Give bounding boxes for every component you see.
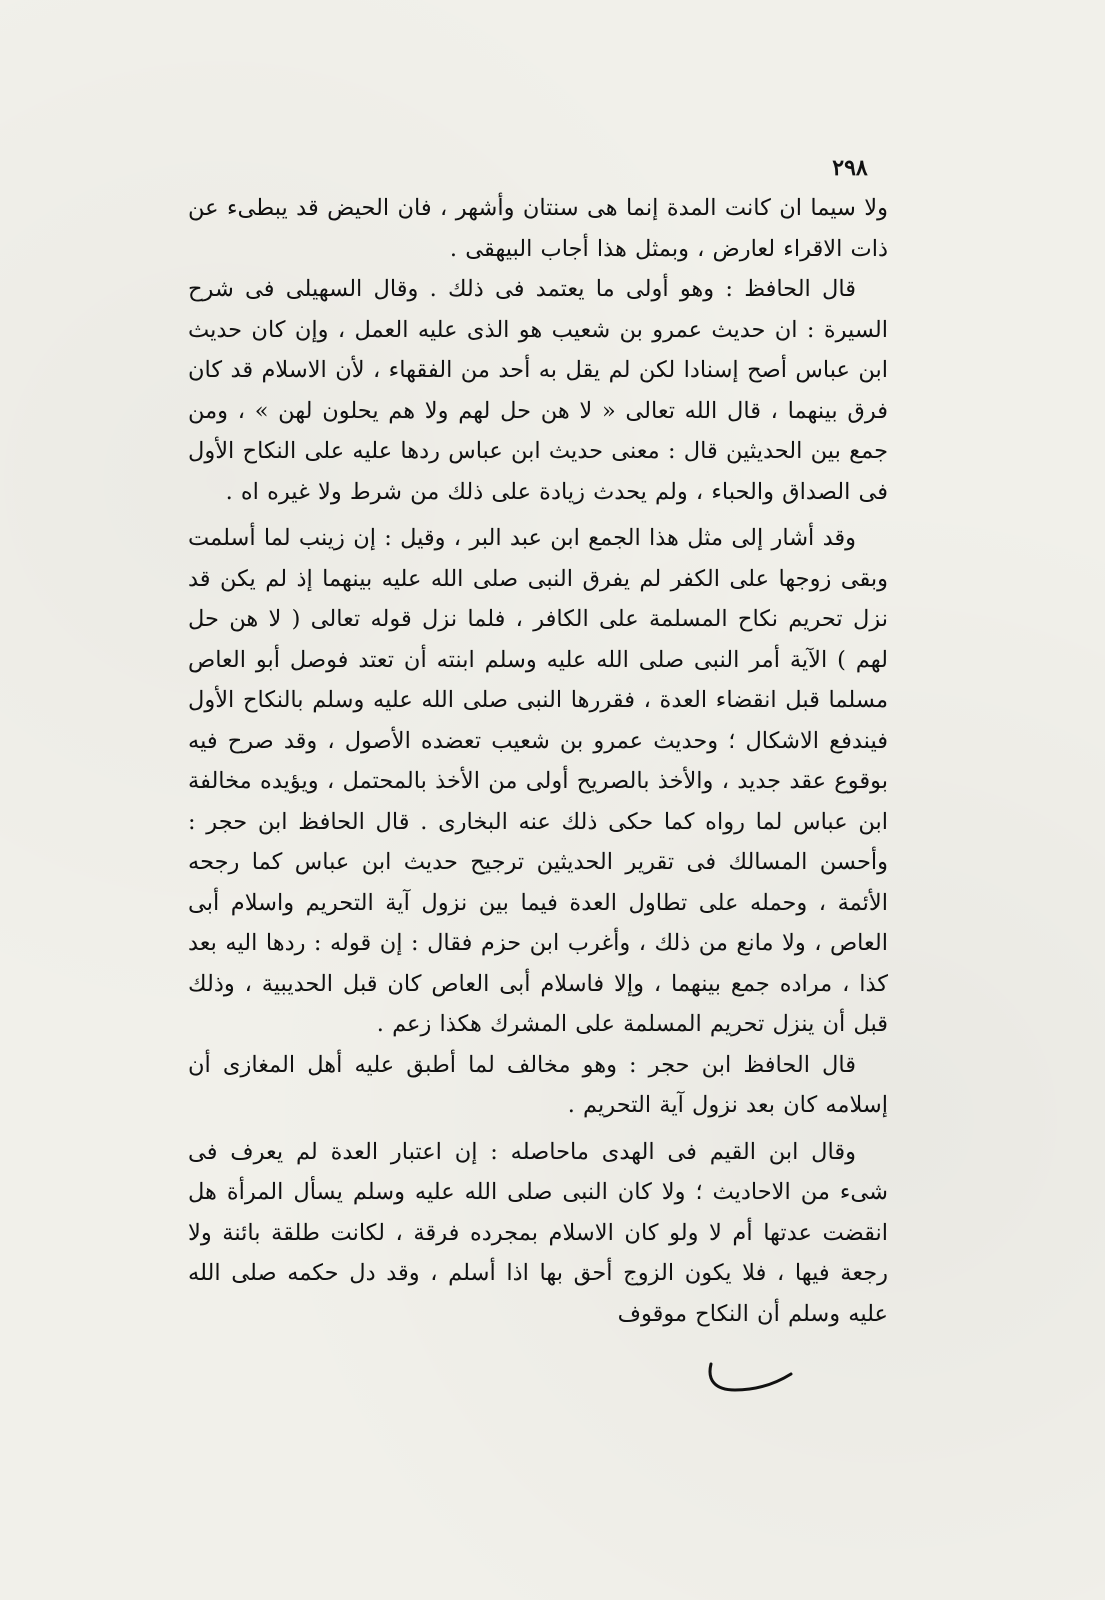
paragraph-3: وقد أشار إلى مثل هذا الجمع ابن عبد البر ، وقيل : إن زينب لما أسلمت وبقى زوجها على الكفر لم يفرق النبى صلى الله عليه بينهما إذ لم يكن قد نزل تحريم نكاح المسلمة على الكافر ، فلما نزل قوله تعالى ( لا هن حل لهم ) الآية أمر النبى صلى الله عليه وسلم ابنته أن تعتد فوصل أبو العاص مسلما قبل انقضاء العدة ، فقررها النبى صلى الله عليه وسلم بالنكاح الأول فيندفع الاشكال ؛ وحديث عمرو بن شعيب تعضده الأصول ، وقد صرح فيه بوقوع عقد جديد ، والأخذ بالصريح أولى من الأخذ بالمحتمل ، ويؤيده مخالفة ابن عباس لما رواه كما حكى ذلك عنه البخارى . قال الحافظ ابن حجر : وأحسن المسالك فى تقرير الحديثين ترجيح حديث ابن عباس كما رجحه الأئمة ، وحمله على تطاول العدة فيما بين نزول آية التحريم واسلام أبى العاص ، ولا مانع من ذلك ، وأغرب ابن حزم فقال : إن قوله : ردها اليه بعد كذا ، مراده جمع بينهما ، وإلا فاسلام أبى العاص كان قبل الحديبية ، وذلك قبل أن ينزل تحريم المسلمة على المشرك هكذا زعم . <box>188 525 888 1037</box>
paragraph-4: قال الحافظ ابن حجر : وهو مخالف لما أطبق عليه أهل المغازى أن إسلامه كان بعد نزول آية التحريم . <box>188 1051 888 1118</box>
body-text <box>188 188 888 1334</box>
page-number: ٢٩٨ <box>832 155 868 181</box>
paragraph-1: ولا سيما ان كانت المدة إنما هى سنتان وأشهر ، فان الحيض قد يبطىء عن ذات الاقراء لعارض ، وبمثل هذا أجاب البيهقى . <box>188 195 888 262</box>
catchword-curve <box>705 1358 795 1398</box>
paragraph-5: وقال ابن القيم فى الهدى ماحاصله : إن اعتبار العدة لم يعرف فى شىء من الاحاديث ؛ ولا كان النبى صلى الله عليه وسلم يسأل المرأة هل انقضت عدتها أم لا ولو كان الاسلام بمجرده فرقة ، لكانت طلقة بائنة ولا رجعة فيها ، فلا يكون الزوج أحق بها اذا أسلم ، وقد دل حكمه صلى الله عليه وسلم أن النكاح موقوف <box>188 1138 888 1327</box>
paragraph-2: قال الحافظ : وهو أولى ما يعتمد فى ذلك . وقال السهيلى فى شرح السيرة : ان حديث عمرو بن شعيب هو الذى عليه العمل ، وإن كان حديث ابن عباس أصح إسنادا لكن لم يقل به أحد من الفقهاء ، لأن الاسلام قد كان فرق بينهما ، قال الله تعالى « لا هن حل لهم ولا هم يحلون لهن » ، ومن جمع بين الحديثين قال : معنى حديث ابن عباس ردها عليه على النكاح الأول فى الصداق والحباء ، ولم يحدث زيادة على ذلك من شرط ولا غيره اه . <box>188 276 888 505</box>
